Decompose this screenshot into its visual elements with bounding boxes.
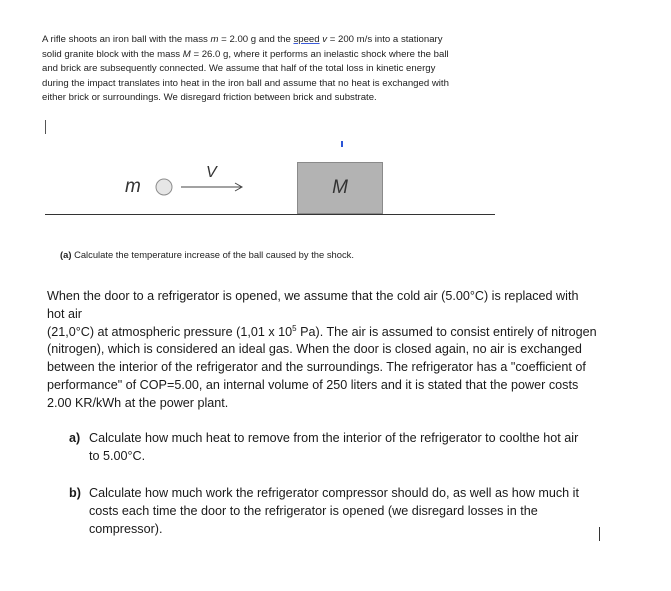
iron-ball	[156, 179, 172, 195]
problem2-line-7: 2.00 KR/kWh at the power plant.	[47, 395, 229, 410]
list-item-b	[69, 485, 604, 538]
text-span: A rifle shoots an iron ball with the mass	[42, 34, 211, 45]
question-a-tag: (a)	[60, 249, 72, 260]
problem1-line-4: during the impact translates into heat in the iron ball and assume that no heat is exchanged with	[42, 77, 449, 89]
problem2-line-6: performance" of COP=5.00, an internal volume of 250 liters and it is stated that the power costs	[47, 377, 579, 392]
item-b-tag: b)	[69, 486, 81, 500]
problem2-line-2: hot air	[47, 306, 83, 321]
item-a-text	[89, 430, 604, 466]
problem2-line-1: When the door to a refrigerator is opened, we assume that the cold air (5.00°C) is replaced with	[47, 289, 579, 303]
text-span: = 26.0 g, where it performs an inelastic shock where the ball	[190, 48, 449, 60]
problem2-line-5: between the interior of the refrigerator and the surroundings. The refrigerator has a "coefficient of	[47, 360, 586, 375]
problem2-paragraph	[47, 288, 607, 413]
text-span: = 2.00 g and the	[218, 34, 294, 45]
block-mass-label: M	[332, 177, 348, 198]
text-span: (21,0°C) at atmospheric pressure (1,01 x 10	[47, 324, 293, 339]
problem2-line-4: (nitrogen), which is considered an ideal gas. When the door is closed again, no air is exchanged	[47, 342, 582, 357]
var-v: v	[322, 34, 328, 45]
item-b-line-3: compressor).	[89, 521, 163, 536]
item-b-text	[89, 485, 604, 538]
var-M: M	[182, 48, 191, 60]
text-span: = 200 m/s into a stationary	[327, 34, 443, 45]
question-a-text: Calculate the temperature increase of the ball caused by the shock.	[71, 249, 354, 260]
exponent: 5	[292, 323, 297, 333]
text-cursor	[599, 527, 600, 541]
text-span: Pa). The air is assumed to consist entirely of nitrogen	[296, 324, 597, 339]
problem2-line-3	[47, 324, 607, 342]
item-b-line-1: Calculate how much work the refrigerator compressor should do, as well as how much it	[89, 486, 579, 500]
item-a-line-2: to 5.00°C.	[89, 448, 146, 463]
list-item-a	[69, 430, 604, 466]
item-b-line-2: costs each time the door to the refrigerator is opened (we disregard losses in the	[89, 503, 538, 518]
granite-block	[297, 162, 383, 214]
question-a	[60, 249, 354, 260]
text-span: solid granite block with the mass	[42, 48, 183, 60]
ball-mass-label: m	[125, 176, 141, 197]
speed-word: speed	[293, 34, 320, 45]
item-a-line-1: Calculate how much heat to remove from the interior of the refrigerator to coolthe hot air	[89, 431, 579, 445]
velocity-label: V	[206, 164, 217, 181]
var-m: m	[210, 34, 219, 45]
problem1-line-3: and brick are subsequently connected. We assume that half of the total loss in kinetic energy	[42, 63, 436, 75]
problem1-line-5: either brick or surroundings. We disregard friction between brick and substrate.	[42, 92, 377, 104]
item-a-tag: a)	[69, 431, 81, 445]
